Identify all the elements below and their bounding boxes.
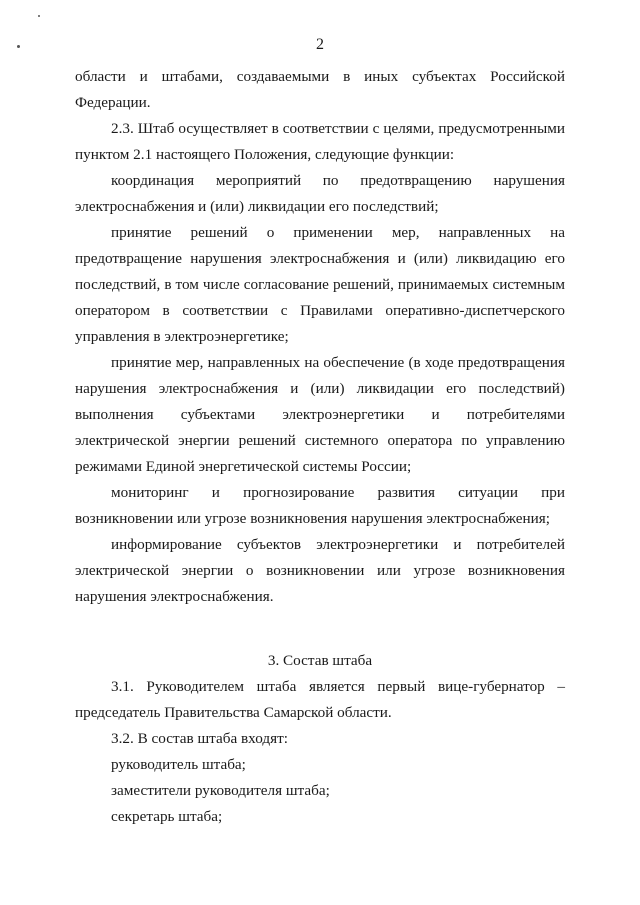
function-informing: информирование субъектов электроэнергетики и потребителей электрической энергии о возникновении или угрозе возникновения нарушения электроснабжения. xyxy=(75,536,565,605)
paragraph-continuation: области и штабами, создаваемыми в иных субъектах Российской Федерации. xyxy=(75,68,565,111)
paragraph-3-2: 3.2. В состав штаба входят: xyxy=(111,730,288,747)
function-coordination: координация мероприятий по предотвращению нарушения электроснабжения и (или) ликвидации его последствий; xyxy=(75,172,565,215)
section-3-heading: 3. Состав штаба xyxy=(267,652,373,669)
scan-speck xyxy=(38,15,40,17)
function-measures: принятие мер, направленных на обеспечение (в ходе предотвращения нарушения электроснабжения и (или) ликвидации его последствий) выполнения субъектами электроэнергетики и потребителями электрической энергии решений системного оператора по управлению режимами Единой энергетической системы России; xyxy=(75,354,565,475)
list-item: заместители руководителя штаба; xyxy=(111,782,330,799)
list-item: секретарь штаба; xyxy=(111,808,223,825)
list-item: руководитель штаба; xyxy=(111,756,246,773)
paragraph-2-3: 2.3. Штаб осуществляет в соответствии с целями, предусмотренными пунктом 2.1 настоящего Положения, следующие функции: xyxy=(75,120,565,163)
scan-speck xyxy=(17,45,20,48)
document-body xyxy=(75,64,565,830)
page-number: 2 xyxy=(316,36,324,53)
function-monitoring: мониторинг и прогнозирование развития ситуации при возникновении или угрозе возникновения нарушения электроснабжения; xyxy=(75,484,565,527)
function-decision-making: принятие решений о применении мер, направленных на предотвращение нарушения электроснабжения и (или) ликвидацию его последствий, в том числе согласование решений, принимаемых системным оператором в соответствии с Правилами оперативно-диспетчерского управления в электроэнергетике; xyxy=(75,224,565,345)
paragraph-3-1: 3.1. Руководителем штаба является первый вице-губернатор – председатель Правительства Самарской области. xyxy=(75,678,565,721)
